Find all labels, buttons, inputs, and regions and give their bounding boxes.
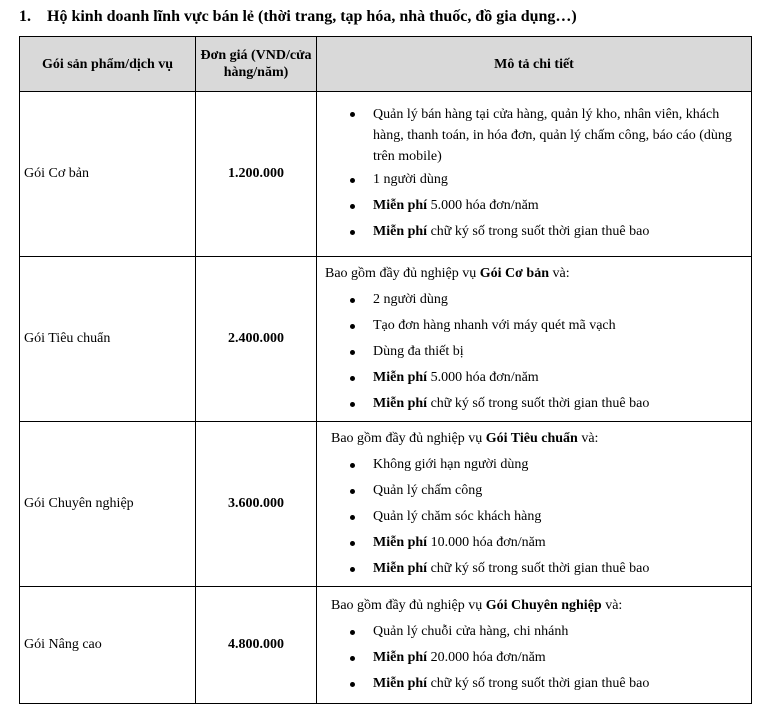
package-description: [317, 257, 752, 422]
list-item: Quản lý bán hàng tại cửa hàng, quản lý kho, nhân viên, khách hàng, thanh toán, in hóa đơn, quản lý chấm công, báo cáo (dùng trên mobile): [321, 104, 745, 167]
header-description: Mô tả chi tiết: [317, 37, 752, 92]
package-intro: Bao gồm đầy đủ nghiệp vụ Gói Cơ bản và:: [325, 266, 570, 281]
package-intro: Bao gồm đầy đủ nghiệp vụ Gói Chuyên nghiệp và:: [331, 598, 623, 613]
free-label: Miễn phí: [373, 370, 428, 385]
header-price: Đơn giá (VND/cửa hàng/năm): [196, 37, 317, 92]
table-row: [20, 587, 752, 704]
free-label: Miễn phí: [373, 396, 428, 411]
list-item: Miễn phí 10.000 hóa đơn/năm: [321, 530, 745, 556]
feature-list: [321, 452, 745, 582]
pricing-table: [19, 36, 752, 704]
section-heading: [19, 8, 577, 26]
list-item: Miễn phí chữ ký số trong suốt thời gian thuê bao: [321, 556, 745, 582]
list-item: Miễn phí chữ ký số trong suốt thời gian thuê bao: [321, 671, 745, 697]
free-label: Miễn phí: [373, 535, 428, 550]
list-item: Dùng đa thiết bị: [321, 339, 745, 365]
feature-list: [321, 104, 745, 245]
free-label: Miễn phí: [373, 650, 428, 665]
list-item: Miễn phí 5.000 hóa đơn/năm: [321, 193, 745, 219]
list-item: Không giới hạn người dùng: [321, 452, 745, 478]
free-label: Miễn phí: [373, 561, 428, 576]
package-intro: Bao gồm đầy đủ nghiệp vụ Gói Tiêu chuẩn và:: [331, 431, 599, 446]
package-price: 4.800.000: [196, 587, 317, 704]
package-price: 2.400.000: [196, 257, 317, 422]
free-label: Miễn phí: [373, 223, 428, 239]
package-description: [317, 92, 752, 257]
list-item: Quản lý chấm công: [321, 478, 745, 504]
free-label: Miễn phí: [373, 197, 428, 213]
package-name: Gói Chuyên nghiệp: [20, 422, 196, 587]
section-title: Hộ kinh doanh lĩnh vực bán lẻ (thời trang, tạp hóa, nhà thuốc, đồ gia dụng…): [47, 8, 577, 25]
package-description: [317, 422, 752, 587]
list-item: Miễn phí 20.000 hóa đơn/năm: [321, 645, 745, 671]
list-item: Miễn phí chữ ký số trong suốt thời gian thuê bao: [321, 391, 745, 417]
package-name: Gói Cơ bản: [20, 92, 196, 257]
list-item: 1 người dùng: [321, 167, 745, 193]
feature-list: [321, 619, 745, 697]
list-item: Quản lý chuỗi cửa hàng, chi nhánh: [321, 619, 745, 645]
table-row: [20, 257, 752, 422]
table-row: [20, 92, 752, 257]
table-header-row: [20, 37, 752, 92]
package-description: [317, 587, 752, 704]
header-product: Gói sản phẩm/dịch vụ: [20, 37, 196, 92]
package-name: Gói Nâng cao: [20, 587, 196, 704]
list-item: 2 người dùng: [321, 287, 745, 313]
free-label: Miễn phí: [373, 676, 428, 691]
section-number: 1.: [19, 8, 31, 25]
list-item: Miễn phí 5.000 hóa đơn/năm: [321, 365, 745, 391]
package-price: 3.600.000: [196, 422, 317, 587]
package-price: 1.200.000: [196, 92, 317, 257]
list-item: Tạo đơn hàng nhanh với máy quét mã vạch: [321, 313, 745, 339]
table-row: [20, 422, 752, 587]
feature-list: [321, 287, 745, 417]
list-item: Miễn phí chữ ký số trong suốt thời gian thuê bao: [321, 219, 745, 245]
list-item: Quản lý chăm sóc khách hàng: [321, 504, 745, 530]
package-name: Gói Tiêu chuẩn: [20, 257, 196, 422]
